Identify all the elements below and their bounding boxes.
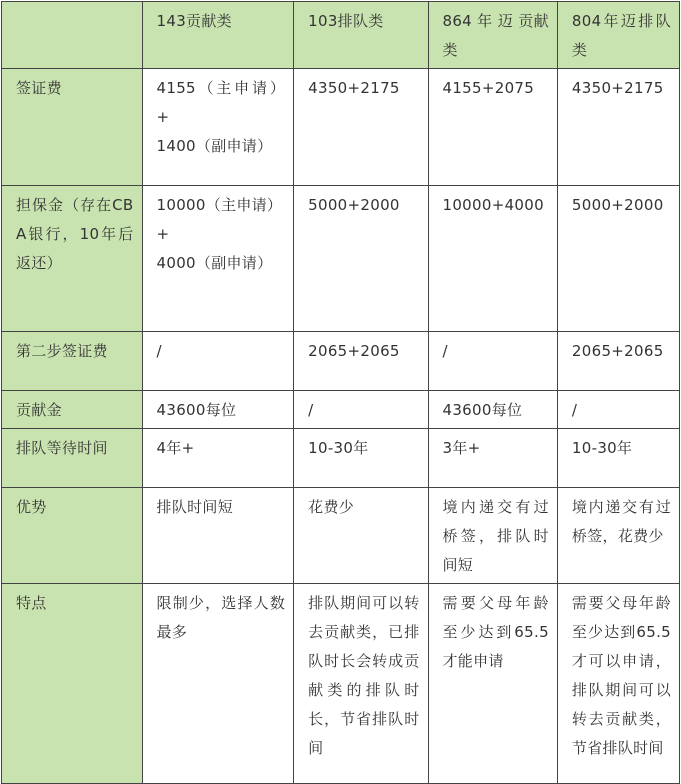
table-cell xyxy=(142,69,294,186)
table-cell xyxy=(428,429,557,488)
cell-line: 4000（副申请） xyxy=(156,254,273,272)
cell-line: 4155+2075 xyxy=(442,79,535,97)
row-label-advantage: 优势 xyxy=(2,488,143,584)
cell-line: 10000+4000 xyxy=(442,196,544,214)
table-cell xyxy=(294,584,428,784)
row-label-bond: 担保金（存在CBA银行，10年后返还） xyxy=(2,186,143,332)
table-cell xyxy=(294,186,428,332)
table-cell xyxy=(428,584,557,784)
table-cell xyxy=(428,186,557,332)
table-cell xyxy=(428,69,557,186)
cell-line: 10-30年 xyxy=(308,439,369,457)
cell-line: 5000+2000 xyxy=(571,196,664,214)
cell-line: 4350+2175 xyxy=(308,79,400,97)
cell-line: 5000+2000 xyxy=(308,196,400,214)
table-row-second-visa-fee xyxy=(2,332,680,391)
header-corner-cell xyxy=(2,2,143,69)
table-cell xyxy=(428,391,557,429)
table-row-visa-fee xyxy=(2,69,680,186)
cell-line: 限制少，选择人数最多 xyxy=(156,594,286,641)
cell-line: 需要父母年龄至少达到65.5才能申请 xyxy=(442,594,549,670)
cell-line: 4年+ xyxy=(156,439,195,457)
cell-line: 1400（副申请） xyxy=(156,137,273,155)
table-cell xyxy=(142,488,294,584)
cell-line: 10000（主申请） xyxy=(156,196,283,214)
table-cell xyxy=(294,429,428,488)
cell-line: + xyxy=(156,225,170,243)
cell-line: 花费少 xyxy=(308,498,355,516)
cell-line: 排队时间短 xyxy=(156,498,234,516)
cell-line: 4155（主申请）+ xyxy=(156,79,286,126)
table-cell xyxy=(557,584,679,784)
table-cell xyxy=(557,186,679,332)
cell-line: 境内递交有过桥签，花费少 xyxy=(571,498,671,545)
table-cell xyxy=(557,391,679,429)
table-cell xyxy=(142,332,294,391)
comparison-table xyxy=(1,1,680,784)
row-label-visa-fee: 签证费 xyxy=(2,69,143,186)
table-cell xyxy=(142,584,294,784)
table-row-wait-time xyxy=(2,429,680,488)
table-cell xyxy=(428,332,557,391)
cell-line: 10-30年 xyxy=(571,439,633,457)
table-row-advantage xyxy=(2,488,680,584)
header-cell-804: 804年迈排队类 xyxy=(557,2,679,69)
cell-line: 境内递交有过桥签，排队时间短 xyxy=(442,498,549,574)
row-label-features: 特点 xyxy=(2,584,143,784)
cell-line: 排队期间可以转去贡献类，已排队时长会转成贡献类的排队时长，节省排队时间 xyxy=(308,594,420,757)
row-label-second-visa-fee: 第二步签证费 xyxy=(2,332,143,391)
table-cell xyxy=(294,488,428,584)
table-row-features xyxy=(2,584,680,784)
table-cell xyxy=(142,429,294,488)
cell-line: / xyxy=(442,342,448,360)
header-row xyxy=(2,2,680,69)
cell-line: 2065+2065 xyxy=(308,342,400,360)
table-cell xyxy=(557,429,679,488)
row-label-contribution: 贡献金 xyxy=(2,391,143,429)
cell-line: 2065+2065 xyxy=(571,342,664,360)
row-label-wait-time: 排队等待时间 xyxy=(2,429,143,488)
cell-line: 4350+2175 xyxy=(571,79,664,97)
cell-line: / xyxy=(308,401,314,419)
table-cell xyxy=(557,69,679,186)
table-cell xyxy=(557,332,679,391)
table-row-bond xyxy=(2,186,680,332)
cell-line: 43600每位 xyxy=(156,401,237,419)
cell-line: 3年+ xyxy=(442,439,481,457)
table-cell xyxy=(557,488,679,584)
header-cell-864: 864 年 迈 贡献类 xyxy=(428,2,557,69)
table-cell xyxy=(294,69,428,186)
table-row-contribution xyxy=(2,391,680,429)
table-cell xyxy=(294,332,428,391)
cell-line: 43600每位 xyxy=(442,401,523,419)
table-cell xyxy=(294,391,428,429)
header-cell-143: 143贡献类 xyxy=(142,2,294,69)
table-cell xyxy=(142,391,294,429)
table-cell xyxy=(428,488,557,584)
table-cell xyxy=(142,186,294,332)
cell-line: / xyxy=(571,401,578,419)
cell-line: / xyxy=(156,342,162,360)
header-cell-103: 103排队类 xyxy=(294,2,428,69)
cell-line: 需要父母年龄至少达到65.5才可以申请，排队期间可以转去贡献类，节省排队时间 xyxy=(571,594,671,757)
